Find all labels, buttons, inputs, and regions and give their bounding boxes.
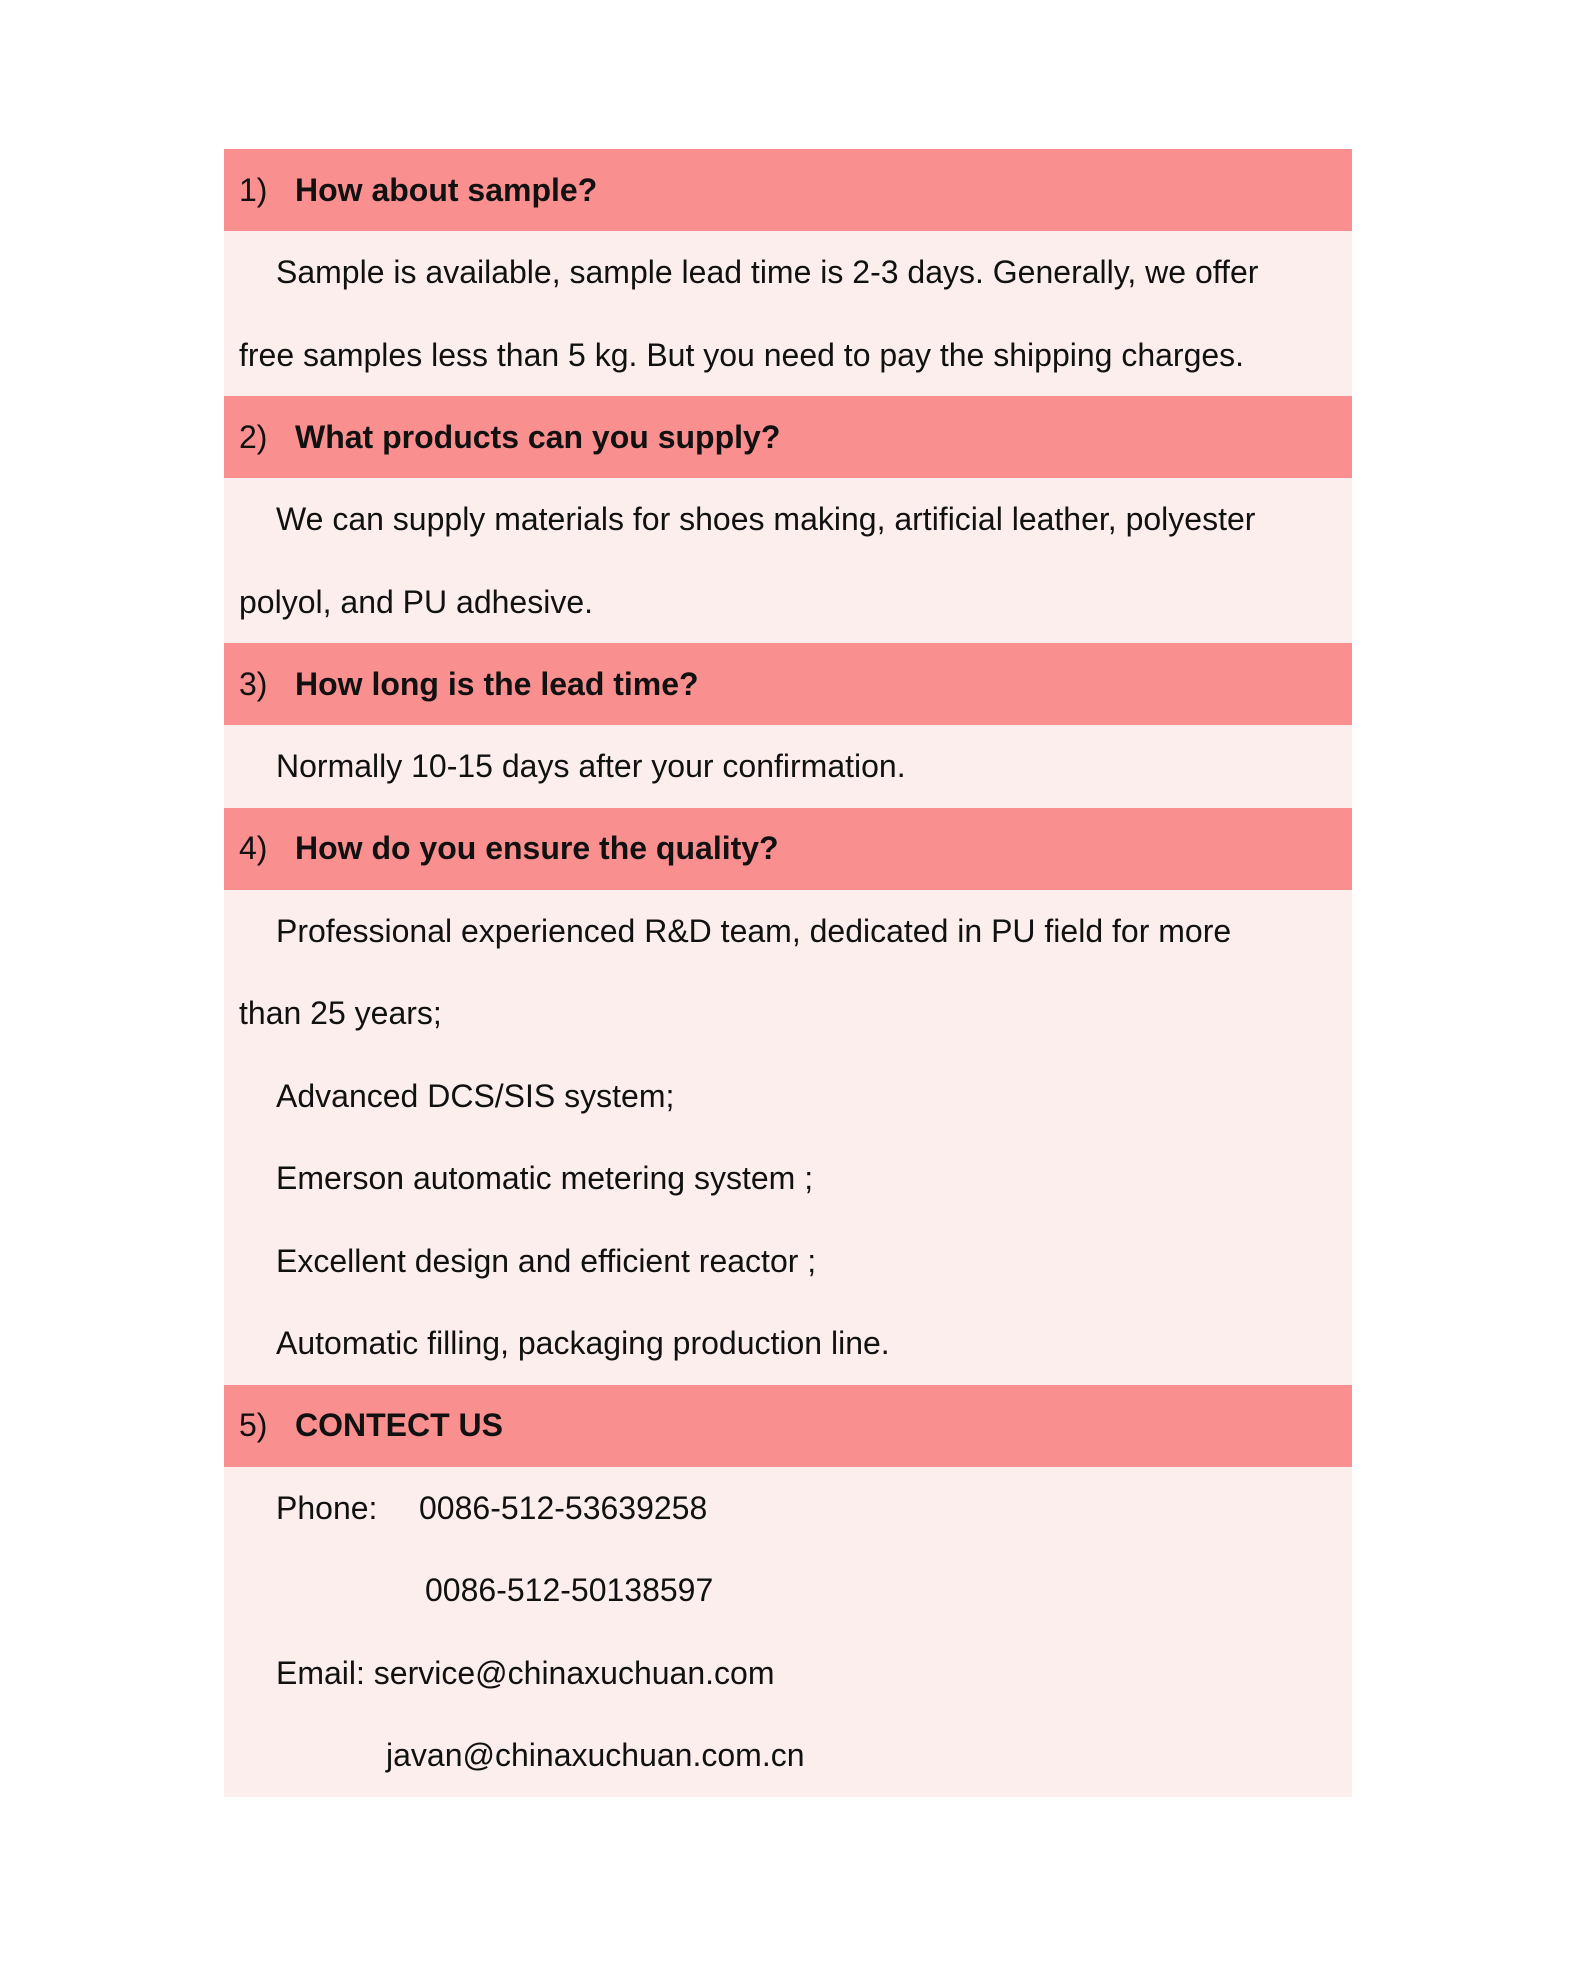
answer-line: We can supply materials for shoes making, artificial leather, polyester: [276, 501, 1256, 537]
phone-number-1: 0086-512-53639258: [419, 1489, 708, 1526]
phone-row-1: [239, 1467, 1322, 1550]
question-number: 3): [239, 665, 268, 702]
answer-2: [224, 478, 1352, 643]
question-3-header: [224, 643, 1352, 725]
answer-line: Excellent design and efficient reactor ;: [276, 1242, 817, 1279]
question-number: 2): [239, 418, 268, 455]
question-4-header: [224, 808, 1352, 890]
answer-1: [224, 231, 1352, 396]
phone-label: Phone:: [276, 1489, 378, 1526]
section-number: 5): [239, 1407, 268, 1443]
contact-header: [224, 1385, 1352, 1467]
answer-line: Emerson automatic metering system ;: [276, 1160, 814, 1196]
question-text: How do you ensure the quality?: [295, 830, 779, 866]
answer-line: Normally 10-15 days after your confirmation.: [276, 748, 906, 784]
question-number: 4): [239, 830, 268, 866]
answer-line: than 25 years;: [239, 995, 442, 1031]
answer-3: [224, 725, 1352, 808]
question-number: 1): [239, 171, 268, 208]
question-text: What products can you supply?: [295, 418, 781, 455]
faq-document: [224, 149, 1352, 1797]
contact-title: CONTECT US: [295, 1407, 503, 1443]
question-1-header: [224, 149, 1352, 231]
email-row-1: [239, 1632, 1322, 1715]
phone-row-2: [239, 1549, 1322, 1632]
answer-4: [224, 890, 1352, 1385]
contact-details: [224, 1467, 1352, 1797]
answer-line: polyol, and PU adhesive.: [239, 583, 593, 620]
email-row-2: [239, 1714, 1322, 1797]
answer-line: Automatic filling, packaging production line.: [276, 1325, 890, 1361]
answer-line: free samples less than 5 kg. But you need to pay the shipping charges.: [239, 336, 1245, 373]
question-text: How long is the lead time?: [295, 665, 699, 702]
phone-number-2: 0086-512-50138597: [425, 1572, 714, 1608]
answer-line: Professional experienced R&D team, dedicated in PU field for more: [276, 912, 1232, 949]
email-address-2: javan@chinaxuchuan.com.cn: [386, 1737, 805, 1773]
question-2-header: [224, 396, 1352, 478]
email-address-1: service@chinaxuchuan.com: [373, 1654, 775, 1691]
email-label: Email:: [276, 1654, 365, 1691]
answer-line: Advanced DCS/SIS system;: [276, 1077, 675, 1114]
question-text: How about sample?: [295, 171, 598, 208]
answer-line: Sample is available, sample lead time is 2-3 days. Generally, we offer: [276, 254, 1259, 290]
